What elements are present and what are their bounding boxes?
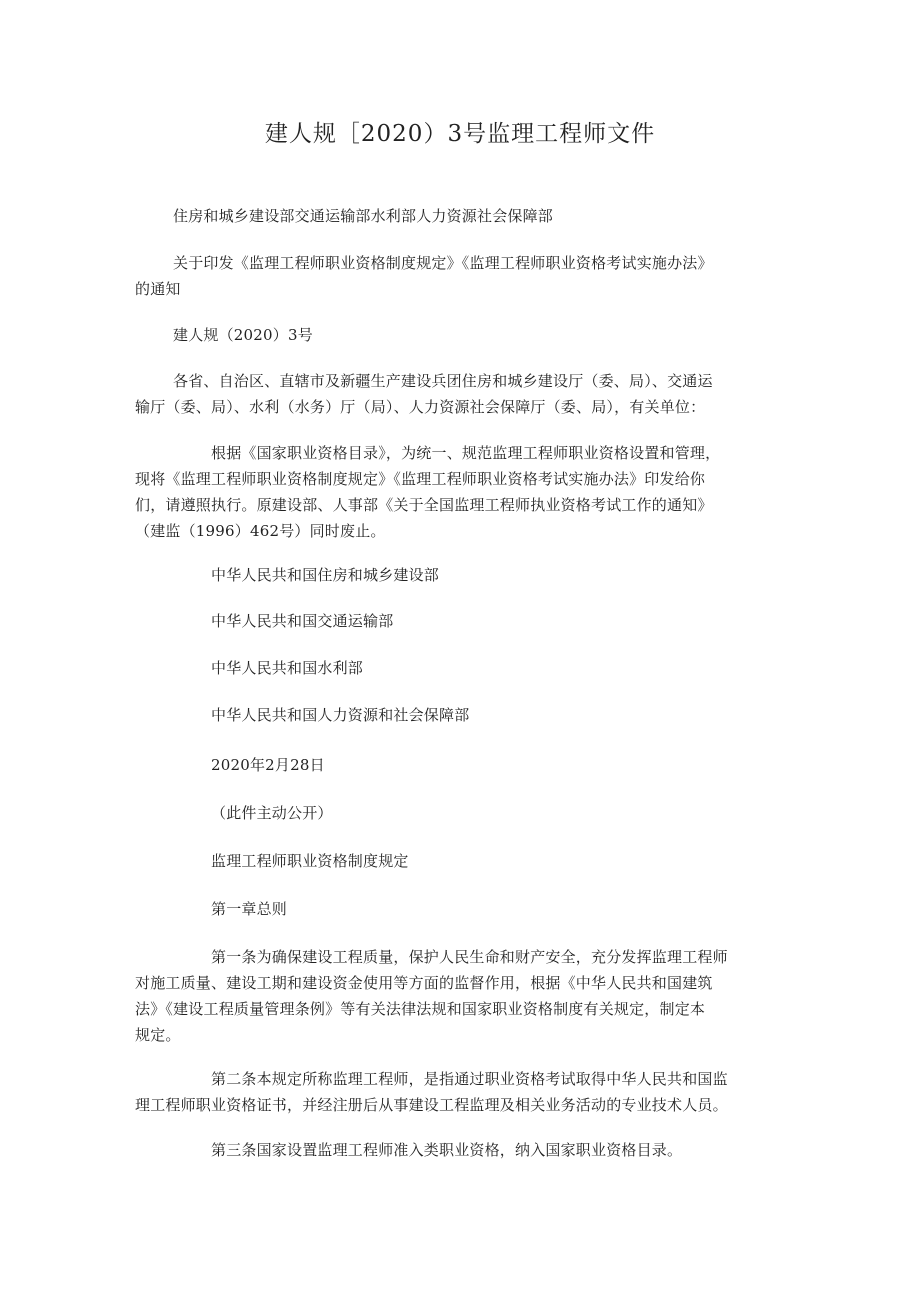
body-line-1: 根据《国家职业资格目录》，为统一、规范监理工程师职业资格设置和管理， (211, 444, 721, 462)
article-3 (135, 1137, 791, 1163)
signatory-2-text: 中华人民共和国交通运输部 (211, 612, 394, 630)
issuer-line (135, 203, 791, 229)
signatory-4-text: 中华人民共和国人力资源和社会保障部 (211, 706, 470, 724)
issue-date (135, 752, 791, 778)
issuer-text: 住房和城乡建设部交通运输部水利部人力资源社会保障部 (173, 207, 554, 225)
signatory-1 (135, 562, 791, 588)
regulation-title-text: 监理工程师职业资格制度规定 (211, 852, 409, 870)
disclosure-text: （此件主动公开） (211, 804, 333, 822)
recipients (135, 368, 791, 420)
notice-title-line-1: 关于印发《监理工程师职业资格制度规定》《监理工程师职业资格考试实施办法》 (173, 254, 713, 272)
body-line-4: （建监（1996）462号）同时废止。 (135, 522, 386, 540)
recipients-line-2: 输厅（委、局）、水利（水务）厅（局）、人力资源社会保障厅（委、局），有关单位： (135, 398, 706, 416)
article-3-text: 第三条国家设置监理工程师准入类职业资格，纳入国家职业资格目录。 (211, 1141, 683, 1159)
signatory-4 (135, 702, 791, 728)
chapter-heading-text: 第一章总则 (211, 900, 288, 918)
body-line-3: 们，请遵照执行。原建设部、人事部《关于全国监理工程师执业资格考试工作的通知》 (135, 496, 713, 514)
regulation-title (135, 848, 791, 874)
article-1-line-4: 规定。 (135, 1026, 181, 1044)
signatory-2 (135, 608, 791, 634)
body-line-2: 现将《监理工程师职业资格制度规定》《监理工程师职业资格考试实施办法》印发给你 (135, 470, 706, 488)
signatory-1-text: 中华人民共和国住房和城乡建设部 (211, 566, 440, 584)
article-2-line-1: 第二条本规定所称监理工程师，是指通过职业资格考试取得中华人民共和国监 (211, 1070, 728, 1088)
body-paragraph (135, 440, 791, 544)
doc-number-text: 建人规（2020）3号 (173, 326, 313, 344)
signatory-3 (135, 655, 791, 681)
article-2-line-2: 理工程师职业资格证书，并经注册后从事建设工程监理及相关业务活动的专业技术人员。 (135, 1096, 728, 1114)
recipients-line-1: 各省、自治区、直辖市及新疆生产建设兵团住房和城乡建设厅（委、局）、交通运 (173, 372, 713, 390)
notice-title (135, 250, 791, 302)
document-title: 建人规［2020）3号监理工程师文件 (264, 121, 656, 147)
article-1-line-2: 对施工质量、建设工期和建设资金使用等方面的监督作用，根据《中华人民共和国建筑 (135, 974, 713, 992)
article-1-line-3: 法》《建设工程质量管理条例》等有关法律法规和国家职业资格制度有关规定，制定本 (135, 1000, 706, 1018)
chapter-heading (135, 896, 791, 922)
article-1 (135, 944, 791, 1048)
disclosure-note (135, 800, 791, 826)
article-1-line-1: 第一条为确保建设工程质量，保护人民生命和财产安全，充分发挥监理工程师 (211, 948, 728, 966)
notice-title-line-2: 的通知 (135, 280, 181, 298)
issue-date-text: 2020年2月28日 (211, 756, 325, 774)
article-2 (135, 1066, 791, 1118)
doc-number (135, 322, 791, 348)
signatory-3-text: 中华人民共和国水利部 (211, 659, 364, 677)
